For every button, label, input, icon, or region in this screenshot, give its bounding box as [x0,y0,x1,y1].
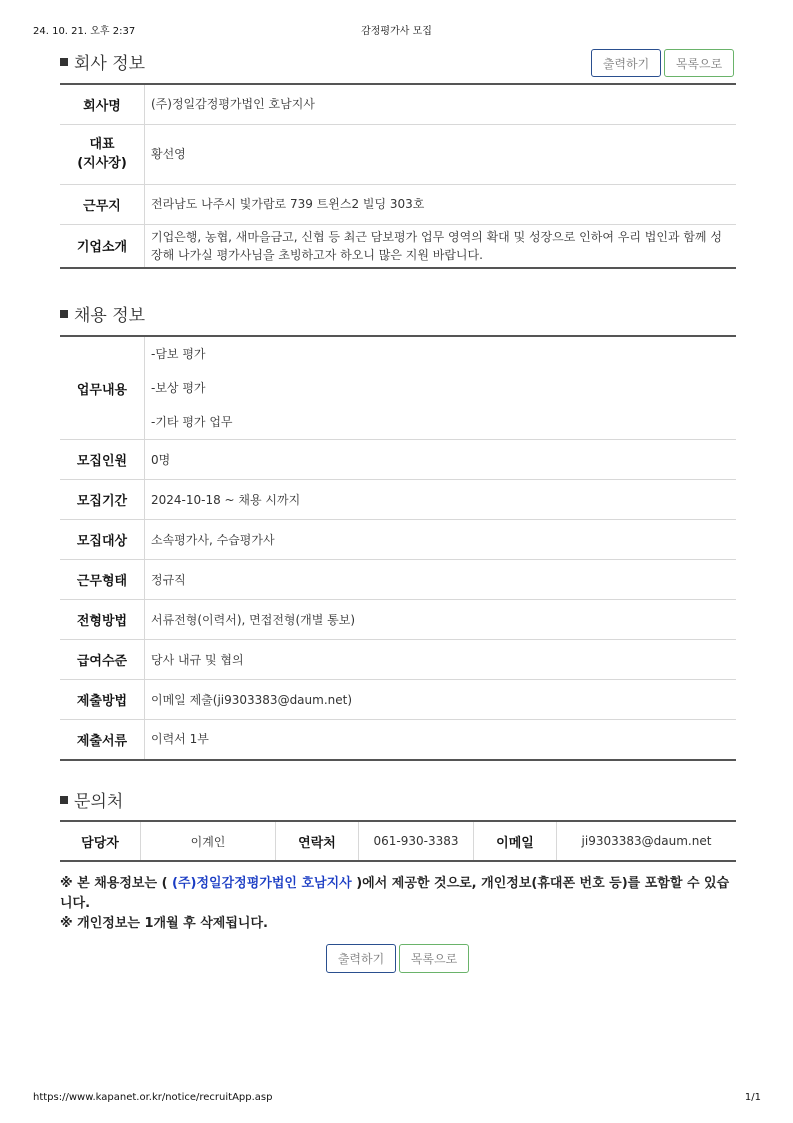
table-row [60,600,736,640]
documents-value: 이력서 1부 [151,732,209,747]
company-intro-value: 기업은행, 농협, 새마을금고, 신협 등 최근 담보평가 업무 영역의 확대 및 성장으로 인하여 우리 법인과 함께 성장해 나가실 평가사님을 초빙하고자 하오니 많은 지원 바랍니다. [151,229,722,262]
deletion-notice: ※ 개인정보는 1개월 후 삭제됩니다. [60,916,268,931]
print-page-number: 1/1 [744,1092,761,1103]
square-bullet-icon [60,58,68,66]
recruit-count-value: 0명 [145,440,737,480]
workplace-value: 전라남도 나주시 빛가람로 739 트윈스2 빌딩 303호 [145,184,737,224]
table-row [60,560,736,600]
print-title: 감정평가사 모집 [361,26,432,37]
documents-label: 제출서류 [60,720,145,760]
print-url: https://www.kapanet.or.kr/notice/recruitApp.asp [33,1092,273,1103]
representative-value: 황선영 [145,124,737,184]
table-row [60,184,736,224]
company-section-title-text: 회사 정보 [74,54,146,74]
company-name-value: (주)정일감정평가법인 호남지사 [145,84,737,124]
recruit-info-table [60,335,736,761]
table-row [60,720,736,760]
print-button-bottom[interactable]: 출력하기 [326,944,396,973]
phone-label: 연락처 [276,822,359,860]
print-datetime: 24. 10. 21. 오후 2:37 [33,26,136,37]
table-row [60,224,736,268]
print-button-top[interactable]: 출력하기 [591,49,661,77]
contact-table [60,820,736,862]
recruit-period-label: 모집기간 [60,480,145,520]
manager-label: 담당자 [60,822,141,860]
square-bullet-icon [60,796,68,804]
recruit-count-label: 모집인원 [60,440,145,480]
table-row [60,640,736,680]
recruit-section-title-text: 채용 정보 [74,306,146,326]
table-row [60,480,736,520]
phone-value: 061-930-3383 [359,822,474,860]
duty-item: -기타 평가 업무 [151,415,233,429]
table-row [60,124,736,184]
company-section-title [60,49,145,74]
table-row [60,680,736,720]
notice-prefix: ※ 본 채용정보는 ( [60,876,173,891]
list-button-bottom[interactable]: 목록으로 [399,944,469,973]
duties-value [145,336,737,440]
company-info-table [60,83,736,269]
manager-value: 이계인 [141,822,276,860]
duty-item: -보상 평가 [151,381,206,395]
contact-section-title [60,787,123,812]
email-value: ji9303383@daum.net [581,834,712,848]
employment-type-label: 근무형태 [60,560,145,600]
table-row [60,440,736,480]
email-label: 이메일 [474,822,557,860]
duties-label: 업무내용 [60,336,145,440]
recruit-period-value: 2024-10-18 ~ 채용 시까지 [145,480,737,520]
submission-method-value: 이메일 제출(ji9303383@daum.net) [145,680,737,720]
salary-label: 급여수준 [60,640,145,680]
representative-label: 대표 (지사장) [60,124,145,184]
selection-method-label: 전형방법 [60,600,145,640]
list-button-top[interactable]: 목록으로 [664,49,734,77]
workplace-label: 근무지 [60,184,145,224]
table-row [60,520,736,560]
recruit-target-label: 모집대상 [60,520,145,560]
notice-company-name: (주)정일감정평가법인 호남지사 [172,876,352,891]
square-bullet-icon [60,310,68,318]
company-intro-label: 기업소개 [60,224,145,268]
recruit-section-title [60,301,145,326]
recruit-target-value: 소속평가사, 수습평가사 [145,520,737,560]
duty-item: -담보 평가 [151,347,206,361]
notice-suffix: )에서 제공한 것으로, 개인정보(휴대폰 번호 등)를 포함할 수 있습니다. [60,876,730,911]
company-name-label: 회사명 [60,84,145,124]
table-row [60,84,736,124]
privacy-notice [60,874,736,914]
selection-method-value: 서류전형(이력서), 면접전형(개별 통보) [145,600,737,640]
table-row [60,336,736,440]
employment-type-value: 정규직 [145,560,737,600]
contact-section-title-text: 문의처 [74,792,124,812]
salary-value: 당사 내규 및 협의 [145,640,737,680]
submission-method-label: 제출방법 [60,680,145,720]
